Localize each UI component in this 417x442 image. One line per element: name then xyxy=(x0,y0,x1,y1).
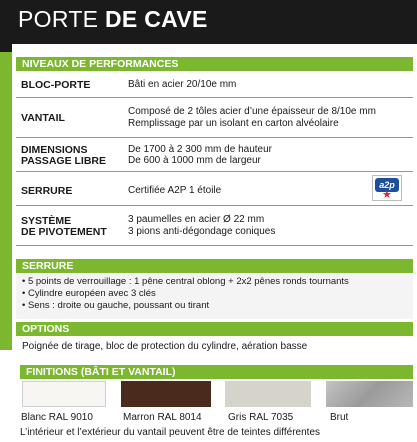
dimensions-label-1: DIMENSIONS xyxy=(21,144,88,156)
header-corner xyxy=(0,44,12,52)
row-vantail xyxy=(16,98,413,138)
swatch-marron xyxy=(121,381,211,407)
left-green-rail xyxy=(0,44,12,350)
vantail-line-2: Remplissage par un isolant en carton alvéolaire xyxy=(128,118,339,129)
dimensions-label-2: PASSAGE LIBRE xyxy=(21,155,106,167)
swatch-gris xyxy=(225,381,311,407)
serrure-item-2: • Cylindre européen avec 3 clés xyxy=(22,288,156,299)
systeme-line-2: 3 pions anti-dégondage coniques xyxy=(128,226,276,237)
systeme-line-1: 3 paumelles en acier Ø 22 mm xyxy=(128,214,265,225)
row-serrure xyxy=(16,172,413,206)
serrure-item-3: • Sens : droite ou gauche, poussant ou tirant xyxy=(22,300,210,311)
serrure-item-1: • 5 points de verrouillage : 1 pêne central oblong + 2x2 pênes ronds tournants xyxy=(22,276,349,287)
systeme-label-2: DE PIVOTEMENT xyxy=(21,226,107,238)
page-header xyxy=(0,0,417,44)
row-systeme-pivotement xyxy=(16,206,413,246)
serrure-heading: SERRURE xyxy=(16,259,413,273)
serrure-details xyxy=(16,274,413,319)
star-icon: ★ xyxy=(382,189,392,201)
swatch-brut xyxy=(326,381,413,407)
swatch-label-marron: Marron RAL 8014 xyxy=(123,412,202,423)
options-text: Poignée de tirage, bloc de protection du cylindre, aération basse xyxy=(22,341,308,352)
dimensions-line-2: De 600 à 1000 mm de largeur xyxy=(128,155,261,166)
bloc-porte-value: Bâti en acier 20/10e mm xyxy=(128,79,237,90)
page-title-bold: DE CAVE xyxy=(105,6,208,32)
swatch-blanc xyxy=(22,381,106,407)
page-title xyxy=(18,6,208,33)
bloc-porte-label: BLOC-PORTE xyxy=(21,79,91,91)
serrure-value: Certifiée A2P 1 étoile xyxy=(128,185,222,196)
swatch-label-blanc: Blanc RAL 9010 xyxy=(21,412,93,423)
dimensions-line-1: De 1700 à 2 300 mm de hauteur xyxy=(128,144,272,155)
swatch-label-gris: Gris RAL 7035 xyxy=(228,412,294,423)
row-bloc-porte xyxy=(16,72,413,98)
a2p-logo: a2p xyxy=(375,178,399,192)
row-dimensions xyxy=(16,138,413,172)
performances-heading: NIVEAUX DE PERFORMANCES xyxy=(16,57,413,71)
vantail-line-1: Composé de 2 tôles acier d’une épaisseur de 8/10e mm xyxy=(128,106,376,117)
serrure-label: SERRURE xyxy=(21,185,73,197)
options-heading: OPTIONS xyxy=(16,322,413,336)
swatch-label-brut: Brut xyxy=(330,412,349,423)
systeme-label-1: SYSTÈME xyxy=(21,215,72,227)
page-title-light: PORTE xyxy=(18,6,106,32)
vantail-label: VANTAIL xyxy=(21,112,65,124)
finitions-footnote: L’intérieur et l’extérieur du vantail peuvent être de teintes différentes xyxy=(20,427,320,438)
a2p-certification-badge xyxy=(372,175,402,201)
finitions-heading: FINITIONS (BÂTI ET VANTAIL) xyxy=(20,365,413,379)
